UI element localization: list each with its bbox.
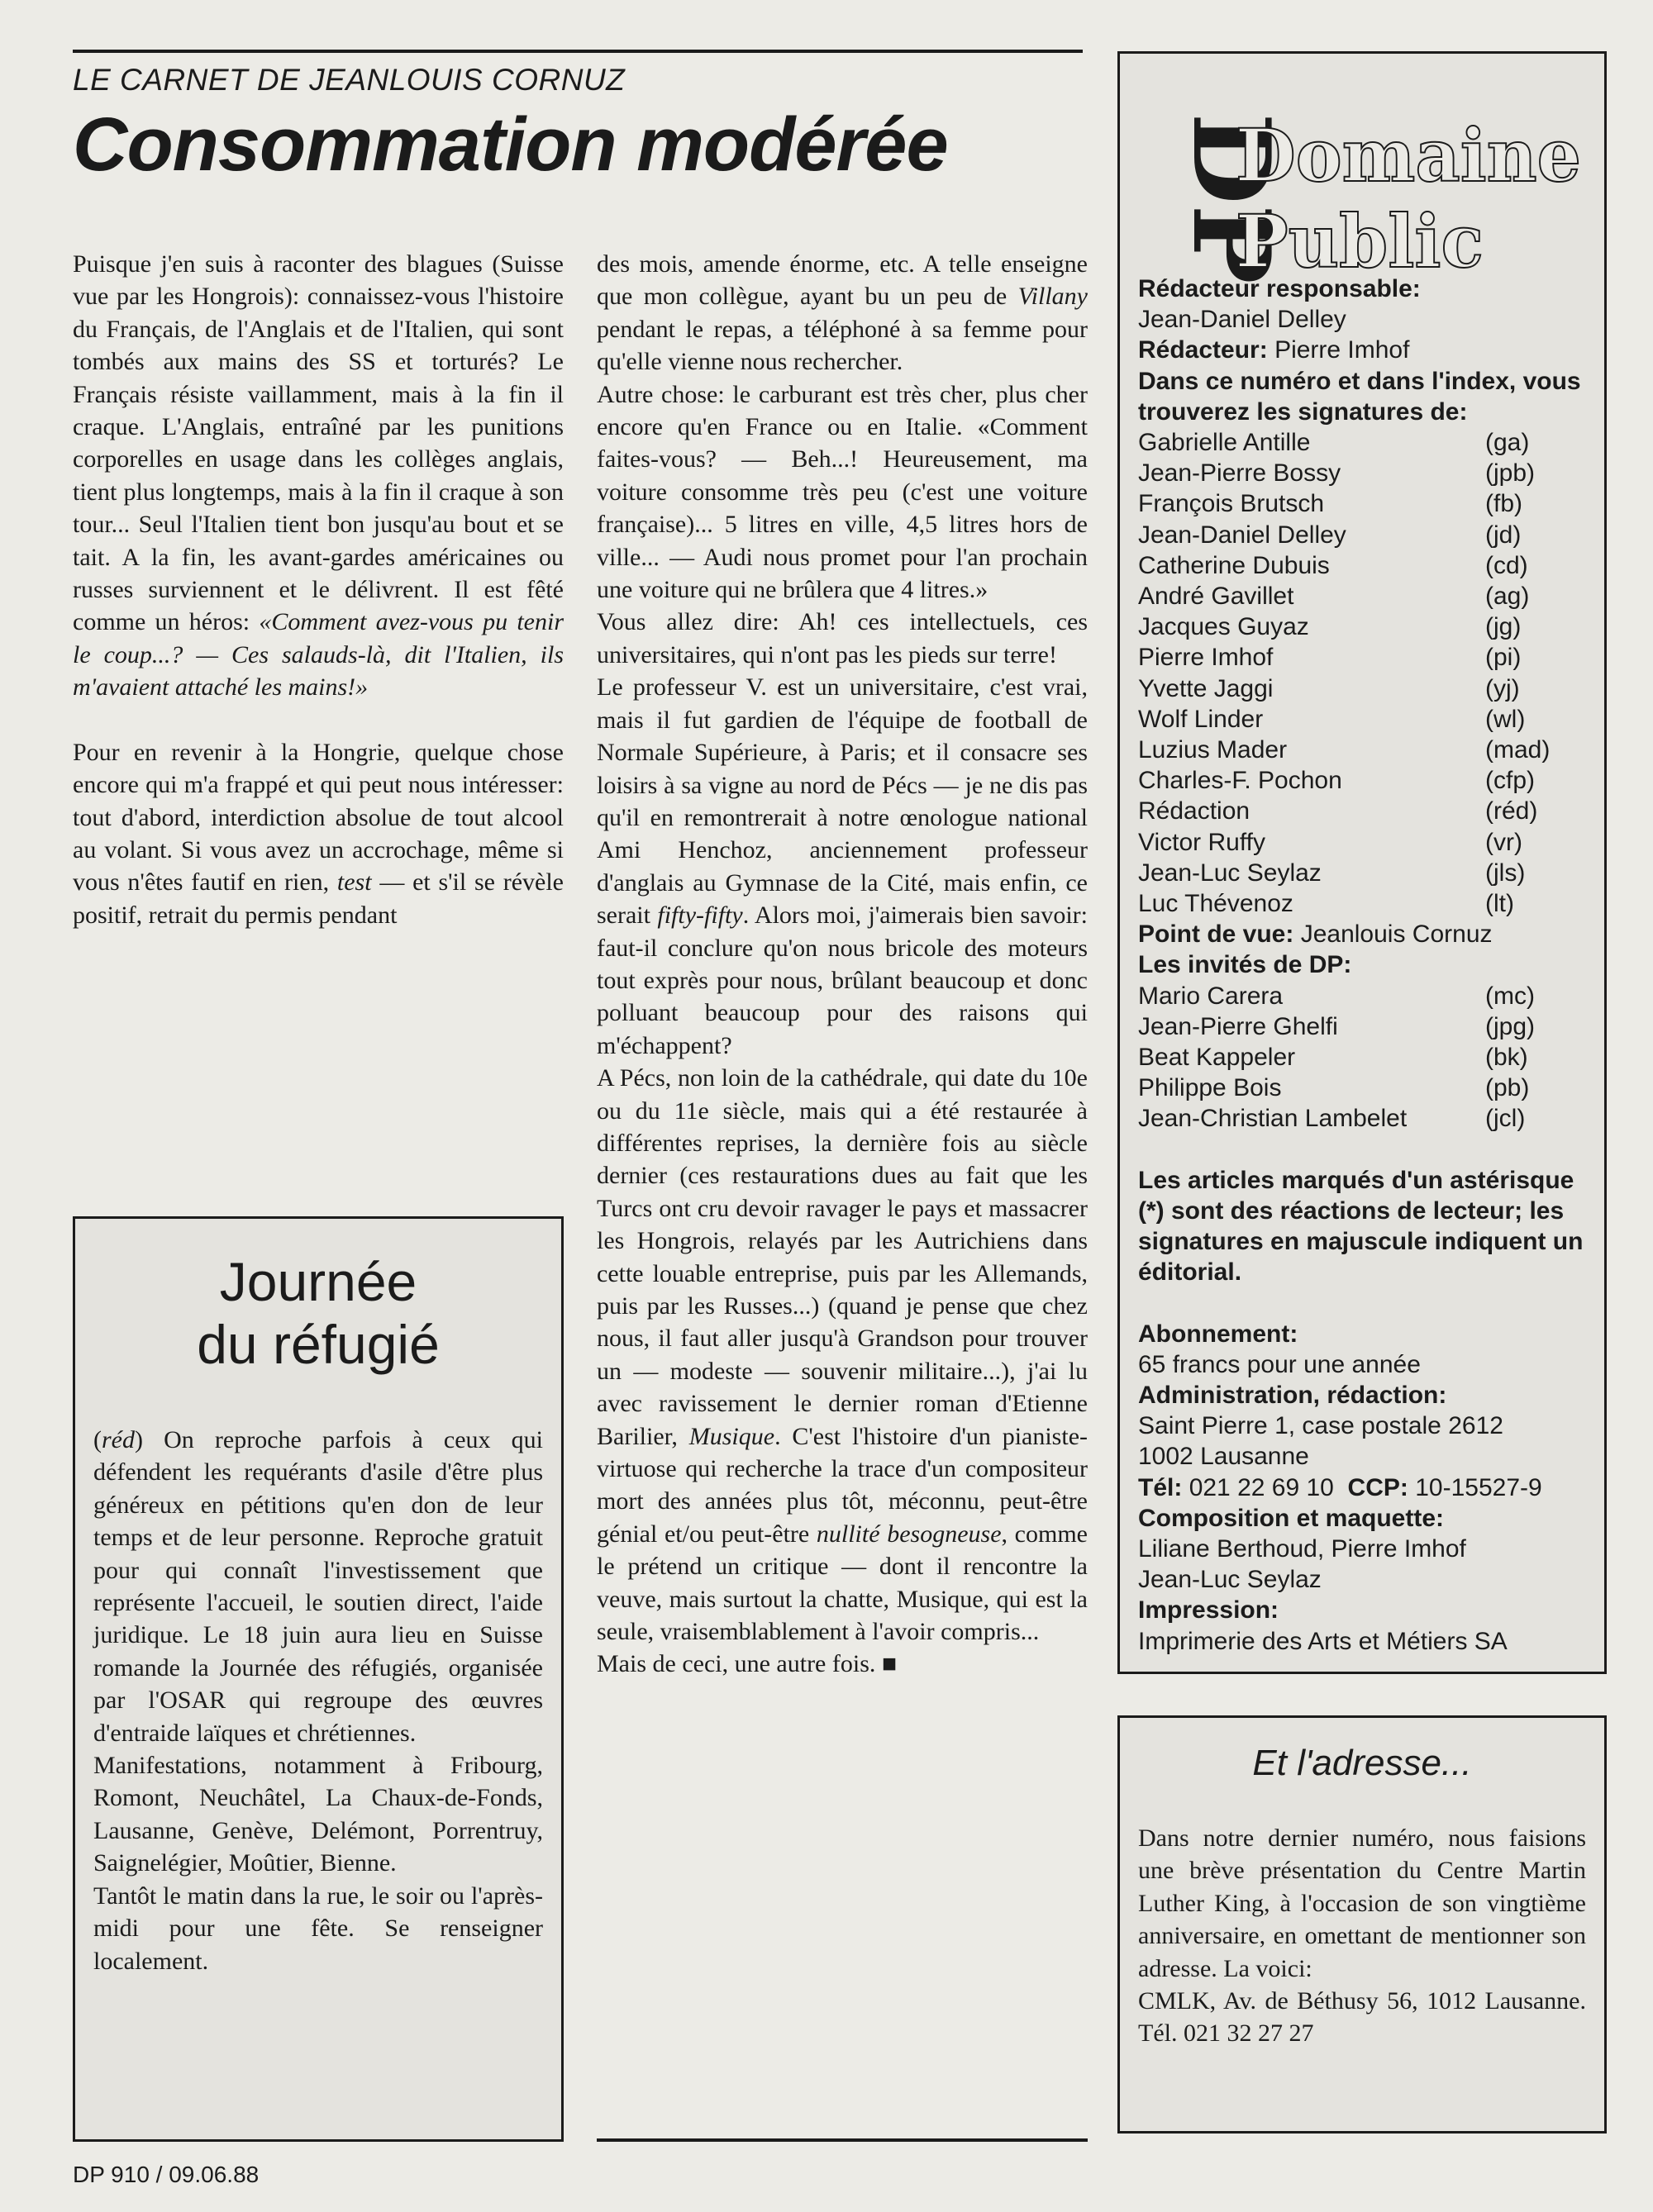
signature-code: (cfp)	[1485, 767, 1535, 795]
paragraph: Mais de ceci, une autre fois. ■	[597, 1650, 897, 1678]
refugee-day-box	[73, 1216, 564, 2142]
address-text: CMLK, Av. de Béthusy 56, 1012 Lausanne. Tél. 021 32 27 27	[1138, 1987, 1586, 2048]
value: Saint Pierre 1, case postale 2612	[1138, 1412, 1503, 1440]
refugee-box-title: Journée du réfugié	[197, 1251, 440, 1375]
signature-row	[1138, 550, 1586, 581]
signature-row	[1138, 520, 1586, 550]
value: Imprimerie des Arts et Métiers SA	[1138, 1627, 1508, 1655]
paragraph: Le professeur V. est un universitaire, c'est vrai, mais il fut gardien de l'équipe de football de Normale Supérieure, à Paris; et il consacre ses loisirs à sa vigne au nord de Pécs — je ne dis pas qu'il en remontrerait à notre œnologue national Ami Henchoz, anciennement professeur d'anglais au Gymnase de la Cité, mais enfin, ce serait fifty-fifty. Alors moi, j'aimerais bien savoir: faut-il conclure qu'on nous bricole des moteurs tout exprès pour nous, brûlant beaucoup et donc polluant beaucoup pour des raisons qui m'échappent?	[597, 673, 1089, 1059]
refugee-box-body	[93, 1424, 543, 1977]
signature-code: (cd)	[1485, 551, 1528, 579]
signature-name: Mario Carera	[1138, 982, 1284, 1010]
signature-code: (fb)	[1485, 490, 1522, 518]
staff-list	[1138, 274, 1586, 1657]
signature-row	[1138, 581, 1586, 611]
signature-row	[1138, 673, 1586, 704]
paragraph: Vous allez dire: Ah! ces intellectuels, ces universitaires, qui n'ont pas les pieds sur terre!	[597, 608, 1088, 668]
signature-row	[1138, 642, 1586, 673]
article-kicker: LE CARNET DE JEANLOUIS CORNUZ	[73, 63, 626, 97]
paragraph: (réd) On reproche parfois à ceux qui défendent les requérants d'asile d'être plus généreux en pétitions qu'en don de leur temps et de leur personne. Reproche gratuit pour qui connaît l'investissement que représente l'accueil, le soutien direct, l'aide juridique. Le 18 juin aura lieu en Suisse romande la Journée des réfugiés, organisée par l'OSAR qui regroupe des œuvres d'entraide laïques et chrétiennes.	[93, 1426, 543, 1747]
value: Jeanlouis Cornuz	[1300, 920, 1493, 949]
signature-row	[1138, 827, 1586, 858]
signature-name: Jean-Christian Lambelet	[1138, 1105, 1408, 1133]
signature-name: Wolf Linder	[1138, 705, 1264, 733]
editorial-note: Les articles marqués d'un astérisque (*) sont des réactions de lecteur; les signatures en majuscule indiquent un éditorial.	[1138, 1166, 1584, 1287]
guest-list	[1138, 981, 1586, 1135]
label: Les invités de DP:	[1138, 951, 1352, 979]
signature-row	[1138, 858, 1586, 888]
signature-code: (jcl)	[1485, 1105, 1526, 1133]
signature-name: Pierre Imhof	[1138, 644, 1274, 672]
address-box-body	[1138, 1822, 1586, 2050]
label: CCP:	[1347, 1473, 1408, 1501]
paragraph: Pour en revenir à la Hongrie, quelque chose encore qui m'a frappé et qui peut nous intéresser: tout d'abord, interdiction absolue de tout alcool au volant. Si vous avez un accrochage, même si vous n'êtes fautif en rien, test — et s'il se révèle positif, retrait du permis pendant	[73, 738, 564, 929]
value: Liliane Berthoud, Pierre Imhof	[1138, 1534, 1466, 1563]
signature-name: Catherine Dubuis	[1138, 551, 1330, 579]
signature-name: Gabrielle Antille	[1138, 429, 1311, 457]
signature-name: Luc Thévenoz	[1138, 890, 1293, 918]
signature-name: François Brutsch	[1138, 490, 1325, 518]
footer-rule	[597, 2138, 1088, 2142]
signature-code: (ag)	[1485, 583, 1530, 611]
address-box	[1117, 1715, 1607, 2134]
signature-code: (jpg)	[1485, 1012, 1536, 1040]
signature-name: Victor Ruffy	[1138, 828, 1265, 856]
signature-code: (yj)	[1485, 674, 1520, 702]
label: Abonnement:	[1138, 1320, 1298, 1348]
paragraph: Dans notre dernier numéro, nous faisions une brève présentation du Centre Martin Luther King, à l'occasion de son vingtième anniversaire, en omettant de mentionner son adresse. La voici:	[1138, 1824, 1586, 1982]
signature-code: (jd)	[1485, 521, 1522, 549]
signature-row	[1138, 427, 1586, 458]
signature-row	[1138, 611, 1586, 642]
signature-name: Rédaction	[1138, 797, 1250, 825]
value: 1002 Lausanne	[1138, 1443, 1309, 1471]
signature-name: Philippe Bois	[1138, 1074, 1282, 1102]
value: 10-15527-9	[1415, 1473, 1542, 1501]
signature-row	[1138, 488, 1586, 519]
logo-dp-letters: DP	[1169, 112, 1293, 284]
paragraph: des mois, amende énorme, etc. A telle enseigne que mon collègue, ayant bu un peu de Villany pendant le repas, a téléphoné à sa femme pour qu'elle vienne nous rechercher.	[597, 250, 1088, 376]
signature-row	[1138, 735, 1586, 765]
header-rule	[73, 50, 1083, 53]
signature-code: (pi)	[1485, 644, 1522, 672]
signature-code: (wl)	[1485, 705, 1526, 733]
value: Jean-Daniel Delley	[1138, 306, 1346, 334]
label: Point de vue:	[1138, 920, 1294, 949]
label: Administration, rédaction:	[1138, 1381, 1447, 1409]
signature-row	[1138, 981, 1586, 1011]
signature-name: Yvette Jaggi	[1138, 674, 1274, 702]
signature-row	[1138, 458, 1586, 488]
logo-word-public: Public	[1236, 198, 1484, 284]
signature-name: André Gavillet	[1138, 583, 1294, 611]
signature-name: Beat Kappeler	[1138, 1044, 1296, 1072]
signature-name: Jean-Daniel Delley	[1138, 521, 1346, 549]
signature-row	[1138, 704, 1586, 735]
signature-row	[1138, 1073, 1586, 1103]
label: Impression:	[1138, 1596, 1279, 1625]
signature-code: (jg)	[1485, 613, 1522, 641]
label: Rédacteur responsable:	[1138, 275, 1421, 302]
signature-row	[1138, 1042, 1586, 1073]
signature-code: (jls)	[1485, 859, 1526, 887]
value: 65 francs pour une année	[1138, 1350, 1421, 1378]
label: Composition et maquette:	[1138, 1504, 1445, 1532]
page-folio: DP 910 / 09.06.88	[73, 2162, 260, 2187]
signature-name: Charles-F. Pochon	[1138, 767, 1342, 795]
label: Rédacteur:	[1138, 336, 1268, 364]
paragraph: Manifestations, notamment à Fribourg, Romont, Neuchâtel, La Chaux-de-Fonds, Lausanne, Genève, Delémont, Porrentruy, Saignelégier, Moûtier, Bienne.	[93, 1752, 543, 1877]
paragraph: A Pécs, non loin de la cathédrale, qui date du 10e ou du 11e siècle, mais qui a été restaurée à différentes reprises, la dernière fois au siècle dernier (ces restaurations dues au fait que les Turcs ont cru devoir ravager le pays et massacrer les Hongrois, relayés par les Autrichiens dans cette louable entreprise, puis par les Allemands, puis par les Russes...) (quand je pense que chez nous, il faut aller jusqu'à Grandson pour trouver un — modeste — souvenir militaire...), j'ai lu avec ravissement le dernier roman d'Etienne Barilier, Musique. C'est l'histoire d'un pianiste-virtuose qui recherche la trace d'un compositeur mort des années plus tôt, méconnu, peut-être génial et/ou peut-être nullité besogneuse, comme le prétend un critique — dont il rencontre la veuve, mais surtout la chatte, Musique, qui est la seule, vraisemblablement à l'avoir compris...	[597, 1064, 1088, 1646]
signature-name: Luzius Mader	[1138, 736, 1288, 764]
signature-code: (bk)	[1485, 1044, 1528, 1072]
value: Pierre Imhof	[1274, 336, 1410, 364]
signature-name: Jacques Guyaz	[1138, 613, 1309, 641]
signature-code: (pb)	[1485, 1074, 1530, 1102]
signature-code: (jpb)	[1485, 459, 1536, 488]
signature-code: (réd)	[1485, 797, 1538, 825]
signature-name: Jean-Pierre Ghelfi	[1138, 1012, 1338, 1040]
label: Tél:	[1138, 1473, 1183, 1501]
signature-code: (lt)	[1485, 890, 1514, 918]
signature-code: (vr)	[1485, 828, 1522, 856]
domaine-public-logo	[1138, 95, 1593, 302]
signature-row	[1138, 796, 1586, 826]
article-title: Consommation modérée	[73, 102, 948, 187]
signature-name: Jean-Pierre Bossy	[1138, 459, 1341, 488]
signature-code: (mad)	[1485, 736, 1551, 764]
signature-row	[1138, 1011, 1586, 1042]
logo-word-domaine: Domaine	[1236, 112, 1581, 198]
value: 021 22 69 10	[1189, 1473, 1334, 1501]
article-column-1	[73, 248, 564, 931]
address-box-title: Et l'adresse...	[1252, 1743, 1472, 1783]
paragraph: Autre chose: le carburant est très cher, plus cher encore qu'en France ou en Italie. «Comment faites-vous? — Beh...! Heureusement, ma voiture consomme très peu (c'est une voiture française)... 5 litres en ville, 4,5 litres hors de ville... — Audi nous promet pour l'an prochain une voiture qui ne brûlera que 4 litres.»	[597, 380, 1088, 604]
paragraph: Tantôt le matin dans la rue, le soir ou l'après-midi pour une fête. Se renseigner localement.	[93, 1881, 543, 1975]
label: Dans ce numéro et dans l'index, vous trouverez les signatures de:	[1138, 367, 1581, 426]
signature-code: (ga)	[1485, 429, 1530, 457]
signature-list	[1138, 427, 1586, 919]
value: Jean-Luc Seylaz	[1138, 1566, 1322, 1594]
signature-row	[1138, 765, 1586, 796]
masthead-box	[1117, 51, 1607, 1674]
signature-code: (mc)	[1485, 982, 1535, 1010]
signature-row	[1138, 1103, 1586, 1134]
article-column-2	[597, 248, 1088, 1681]
signature-row	[1138, 888, 1586, 919]
signature-name: Jean-Luc Seylaz	[1138, 859, 1322, 887]
paragraph: Puisque j'en suis à raconter des blagues (Suisse vue par les Hongrois): connaissez-vous l'histoire du Français, de l'Anglais et de l'Italien, qui sont tombés aux mains des SS et torturés? Le Français résiste vaillamment, mais à la fin il craque. L'Anglais, entraîné par les punitions corporelles en usage dans les collèges anglais, tient plus longtemps, mais à la fin il craque à son tour... Seul l'Italien tient bon jusqu'au bout et se tait. A la fin, les avant-gardes américaines ou russes surviennent et le délivrent. Il est fêté comme un héros: «Comment avez-vous pu tenir le coup...? — Ces salauds-là, dit l'Italien, ils m'avaient attaché les mains!»	[73, 250, 564, 702]
